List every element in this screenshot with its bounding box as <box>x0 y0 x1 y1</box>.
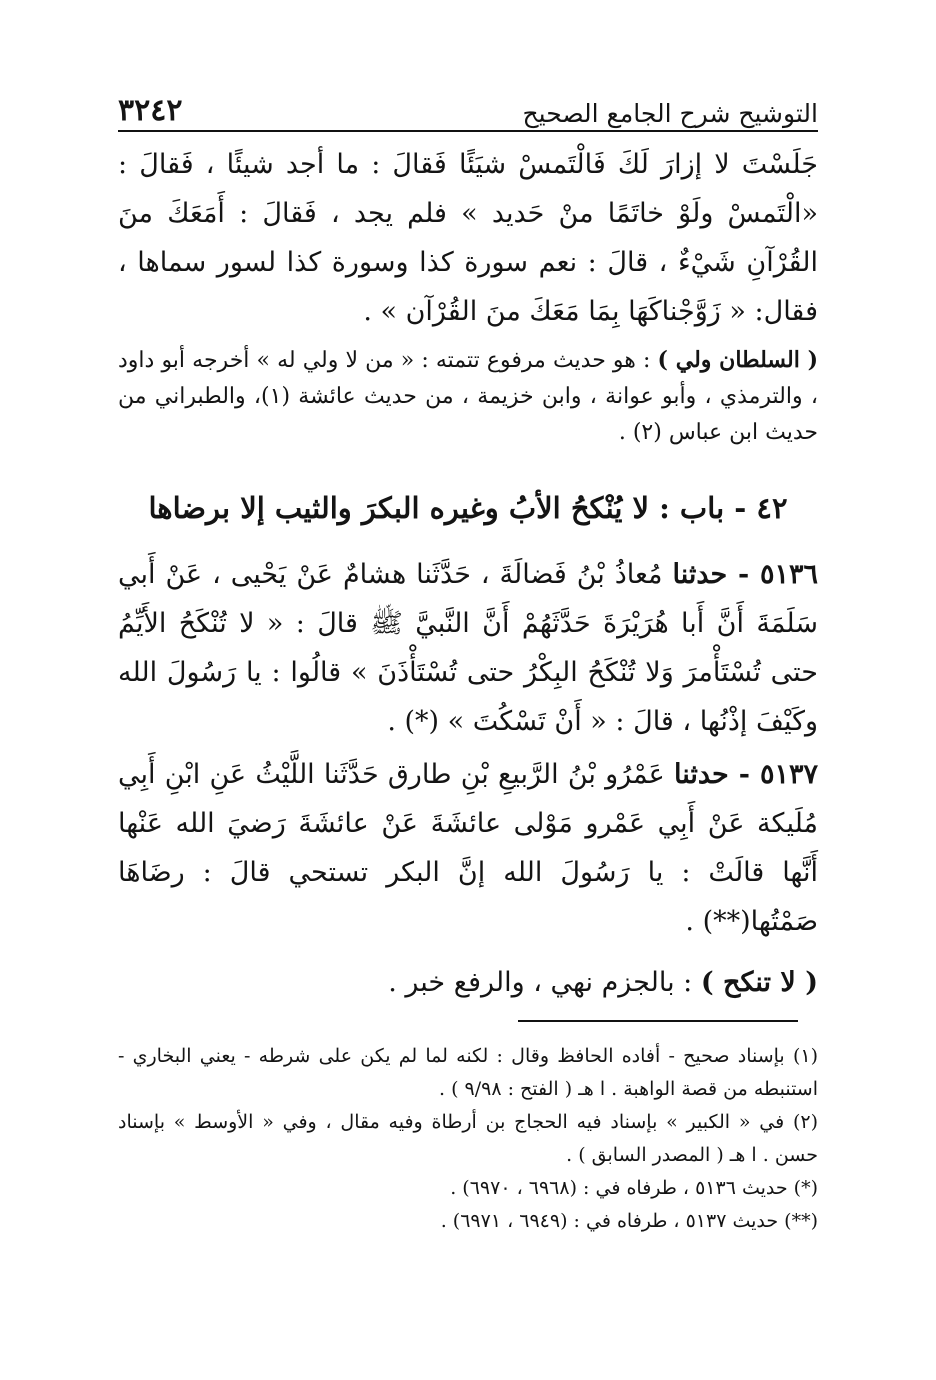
running-title: التوشيح شرح الجامع الصحيح <box>522 99 818 128</box>
commentary-text: : بالجزم نهي ، والرفع خبر . <box>388 967 701 998</box>
commentary-tunkah <box>118 958 818 1007</box>
commentary-paragraph <box>118 342 818 451</box>
header-rule <box>118 130 818 132</box>
hadith-number: ٥١٣٧ - حدثنا <box>673 759 818 790</box>
hadith-text: مُعاذُ بْنُ فَضالَةَ ، حَدَّثَنا هشامٌ عَنْ يَحْيى ، عَنْ أَبي سَلَمَةَ أَنَّ أَبا هُرَيْرَةَ حَدَّثَهُمْ أَنَّ النَّبيَّ ﷺ قالَ : « لا تُنْكَحُ الأَيِّمُ حتى تُسْتَأْمرَ وَلا تُنْكَحُ البِكْرُ حتى تُسْتَأْذَنَ » قالُوا : يا رَسُولَ الله وكَيْفَ إذْنُها ، قالَ : « أَنْ تَسْكُتَ » (*) . <box>118 559 818 737</box>
hadith-text: عَمْرُو بْنُ الرَّبيعِ بْنِ طارق حَدَّثَنا اللَّيْثُ عَنِ ابْنِ أَبِي مُلَيكة عَنْ أَبِي عَمْرو مَوْلى عائشَةَ عَنْ عائشَةَ رَضيَ الله عَنْها أَنَّها قالَتْ : يا رَسُولَ الله إنَّ البكر تستحي قالَ : رضَاهَا صَمْتُها(**) . <box>118 759 818 937</box>
footnote-separator <box>518 1020 798 1022</box>
hadith-paragraph <box>118 750 818 946</box>
commentary-paragraph <box>118 958 818 1007</box>
footnote-1: (١) بإسناد صحيح - أفاده الحافظ وقال : لكنه لما لم يكن على شرطه - يعني البخاري - استنبطه من قصة الواهبة . ا هـ ( الفتح : ٩/٩٨ ) . <box>118 1045 818 1100</box>
footnote-2: (٢) في « الكبير » بإسناد فيه الحجاج بن أرطاة وفيه مقال ، وفي « الأوسط » بإسناد حسن . ا هـ ( المصدر السابق ) . <box>118 1111 818 1166</box>
hadith-5137 <box>118 750 818 946</box>
commentary-term: ( لا تنكح ) <box>700 967 818 998</box>
commentary-text: : هو حديث مرفوع تتمته : « من لا ولي له » أخرجه أبو داود ، والترمذي ، وأبو عوانة ، وابن خزيمة ، من حديث عائشة (١)، والطبراني من حديث ابن عباس (٢) . <box>118 348 818 445</box>
hadith-continuation <box>118 140 818 336</box>
page-header <box>118 76 818 126</box>
chapter-heading: ٤٢ - باب : لا يُنْكحُ الأبُ وغيره البكرَ والثيب إلا برضاها <box>148 491 788 525</box>
footnotes <box>118 1040 818 1238</box>
footnote-4: (**) حديث ٥١٣٧ ، طرفاه في : (٦٩٤٩ ، ٦٩٧١) . <box>440 1210 818 1232</box>
hadith-paragraph <box>118 550 818 746</box>
footnote-3: (*) حديث ٥١٣٦ ، طرفاه في : (٦٩٦٨ ، ٦٩٧٠) . <box>450 1177 818 1199</box>
commentary-term: ( السلطان ولي ) <box>657 347 818 373</box>
paragraph-continuation: جَلَسْتَ لا إزارَ لَكَ فَالْتَمسْ شيَئًا فَقالَ : ما أجد شيئًا ، فَقالَ : «الْتَمسْ ولَوْ خاتَمًا منْ حَديد » فلم يجد ، فَقالَ : أَمَعَكَ منَ القُرْآنِ شَيْءٌ ، قالَ : نعم سورة كذا وسورة كذا لسور سماها ، فقال: « زَوَّجْناكَهَا بِمَا مَعَكَ منَ القُرْآن » . <box>118 149 818 327</box>
hadith-number: ٥١٣٦ - حدثنا <box>672 559 818 590</box>
commentary-sultan <box>118 342 818 451</box>
hadith-5136 <box>118 550 818 746</box>
page-number: ٣٢٤٢ <box>118 93 183 128</box>
